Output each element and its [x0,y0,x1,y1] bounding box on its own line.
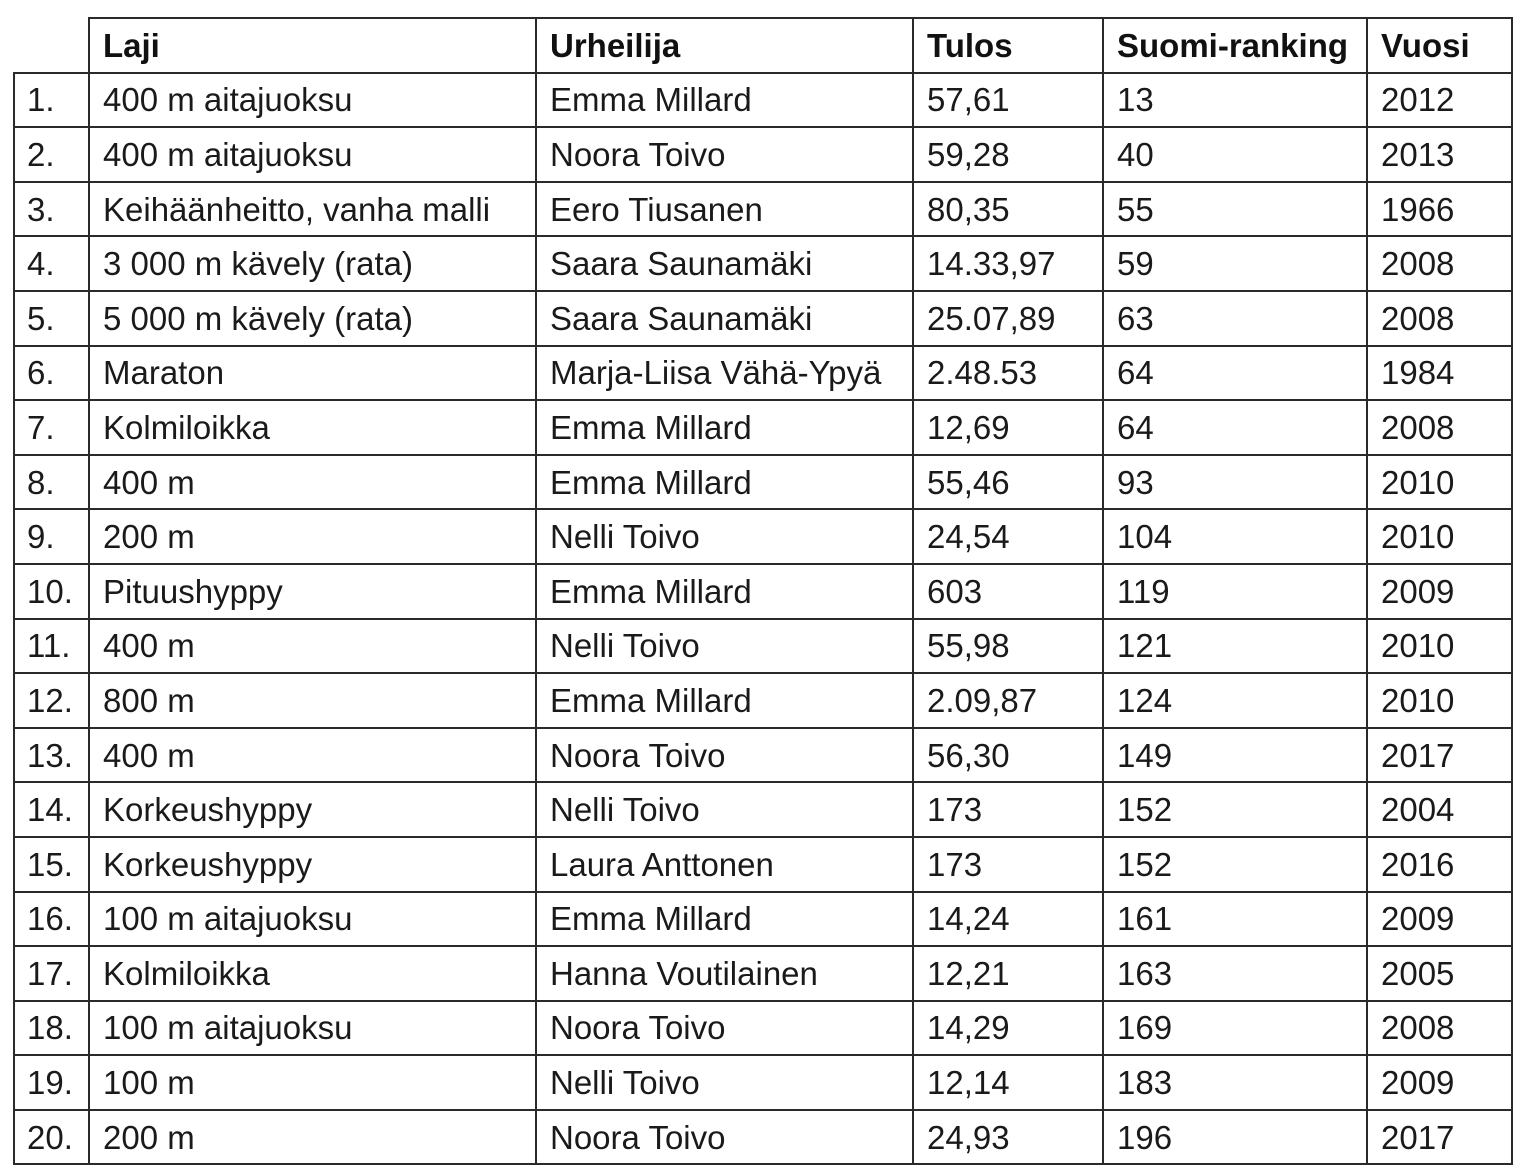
athlete-cell: Noora Toivo [536,127,913,182]
rank-cell: 8. [14,455,89,510]
table-row [14,127,1512,182]
finland-ranking-cell: 40 [1103,127,1367,182]
table-row [14,455,1512,510]
rank-cell: 17. [14,946,89,1001]
finland-ranking-cell: 163 [1103,946,1367,1001]
year-cell: 2008 [1367,400,1512,455]
result-cell: 12,69 [913,400,1103,455]
ranking-table [13,17,1513,1165]
athlete-cell: Emma Millard [536,892,913,947]
year-cell: 2013 [1367,127,1512,182]
year-cell: 2004 [1367,782,1512,837]
result-cell: 12,14 [913,1055,1103,1110]
result-cell: 55,98 [913,619,1103,674]
athlete-cell: Saara Saunamäki [536,291,913,346]
result-cell: 2.09,87 [913,673,1103,728]
header-finland-ranking: Suomi-ranking [1103,18,1367,73]
event-cell: 800 m [89,673,536,728]
event-cell: Kolmiloikka [89,946,536,1001]
event-cell: 400 m [89,455,536,510]
event-cell: 200 m [89,1110,536,1165]
finland-ranking-cell: 124 [1103,673,1367,728]
finland-ranking-cell: 152 [1103,837,1367,892]
athlete-cell: Nelli Toivo [536,619,913,674]
table-row [14,236,1512,291]
rank-cell: 14. [14,782,89,837]
rank-cell: 5. [14,291,89,346]
event-cell: 100 m [89,1055,536,1110]
table-row [14,892,1512,947]
year-cell: 2005 [1367,946,1512,1001]
rank-cell: 3. [14,182,89,237]
year-cell: 2010 [1367,673,1512,728]
finland-ranking-cell: 104 [1103,509,1367,564]
event-cell: Korkeushyppy [89,837,536,892]
event-cell: 200 m [89,509,536,564]
header-event: Laji [89,18,536,73]
result-cell: 14.33,97 [913,236,1103,291]
result-cell: 25.07,89 [913,291,1103,346]
table-row [14,291,1512,346]
header-year: Vuosi [1367,18,1512,73]
result-cell: 173 [913,782,1103,837]
rank-cell: 20. [14,1110,89,1165]
result-cell: 2.48.53 [913,346,1103,401]
result-cell: 57,61 [913,73,1103,128]
rank-cell: 7. [14,400,89,455]
table-row [14,1001,1512,1056]
table-body [14,73,1512,1165]
athlete-cell: Emma Millard [536,455,913,510]
athlete-cell: Hanna Voutilainen [536,946,913,1001]
event-cell: 400 m [89,728,536,783]
finland-ranking-cell: 169 [1103,1001,1367,1056]
header-athlete: Urheilija [536,18,913,73]
table-header [14,18,1512,73]
rank-cell: 15. [14,837,89,892]
header-row [14,18,1512,73]
athlete-cell: Nelli Toivo [536,1055,913,1110]
finland-ranking-cell: 64 [1103,346,1367,401]
event-cell: 400 m aitajuoksu [89,127,536,182]
finland-ranking-cell: 55 [1103,182,1367,237]
year-cell: 2008 [1367,1001,1512,1056]
finland-ranking-cell: 183 [1103,1055,1367,1110]
table-row [14,346,1512,401]
year-cell: 1966 [1367,182,1512,237]
athlete-cell: Nelli Toivo [536,782,913,837]
result-cell: 14,29 [913,1001,1103,1056]
year-cell: 2008 [1367,236,1512,291]
athlete-cell: Laura Anttonen [536,837,913,892]
athlete-cell: Marja-Liisa Vähä-Ypyä [536,346,913,401]
finland-ranking-cell: 152 [1103,782,1367,837]
table-row [14,1110,1512,1165]
rank-cell: 6. [14,346,89,401]
athlete-cell: Saara Saunamäki [536,236,913,291]
table-row [14,509,1512,564]
athlete-cell: Noora Toivo [536,1110,913,1165]
table-row [14,73,1512,128]
event-cell: 100 m aitajuoksu [89,892,536,947]
athlete-cell: Emma Millard [536,73,913,128]
rank-cell: 19. [14,1055,89,1110]
table-row [14,837,1512,892]
rank-cell: 12. [14,673,89,728]
athlete-cell: Eero Tiusanen [536,182,913,237]
rank-cell: 4. [14,236,89,291]
finland-ranking-cell: 161 [1103,892,1367,947]
rank-cell: 16. [14,892,89,947]
year-cell: 2009 [1367,892,1512,947]
event-cell: 5 000 m kävely (rata) [89,291,536,346]
result-cell: 59,28 [913,127,1103,182]
year-cell: 2012 [1367,73,1512,128]
result-cell: 24,54 [913,509,1103,564]
rank-cell: 10. [14,564,89,619]
result-cell: 12,21 [913,946,1103,1001]
result-cell: 173 [913,837,1103,892]
year-cell: 2010 [1367,619,1512,674]
table-row [14,182,1512,237]
finland-ranking-cell: 63 [1103,291,1367,346]
year-cell: 2010 [1367,455,1512,510]
table-row [14,400,1512,455]
athlete-cell: Emma Millard [536,673,913,728]
result-cell: 24,93 [913,1110,1103,1165]
athlete-cell: Nelli Toivo [536,509,913,564]
event-cell: 400 m [89,619,536,674]
table-row [14,619,1512,674]
athlete-cell: Noora Toivo [536,728,913,783]
header-rank [14,18,89,73]
result-cell: 56,30 [913,728,1103,783]
result-cell: 80,35 [913,182,1103,237]
rank-cell: 2. [14,127,89,182]
table-row [14,782,1512,837]
year-cell: 2010 [1367,509,1512,564]
result-cell: 603 [913,564,1103,619]
year-cell: 2016 [1367,837,1512,892]
event-cell: 3 000 m kävely (rata) [89,236,536,291]
table-row [14,673,1512,728]
athlete-cell: Noora Toivo [536,1001,913,1056]
event-cell: 100 m aitajuoksu [89,1001,536,1056]
year-cell: 2017 [1367,1110,1512,1165]
event-cell: 400 m aitajuoksu [89,73,536,128]
rank-cell: 13. [14,728,89,783]
athlete-cell: Emma Millard [536,400,913,455]
finland-ranking-cell: 196 [1103,1110,1367,1165]
rank-cell: 9. [14,509,89,564]
header-result: Tulos [913,18,1103,73]
event-cell: Korkeushyppy [89,782,536,837]
table-row [14,728,1512,783]
event-cell: Maraton [89,346,536,401]
rank-cell: 1. [14,73,89,128]
year-cell: 2009 [1367,564,1512,619]
year-cell: 2008 [1367,291,1512,346]
table-row [14,1055,1512,1110]
athlete-cell: Emma Millard [536,564,913,619]
finland-ranking-cell: 59 [1103,236,1367,291]
rank-cell: 18. [14,1001,89,1056]
event-cell: Keihäänheitto, vanha malli [89,182,536,237]
year-cell: 2017 [1367,728,1512,783]
year-cell: 1984 [1367,346,1512,401]
finland-ranking-cell: 93 [1103,455,1367,510]
table-row [14,564,1512,619]
result-cell: 55,46 [913,455,1103,510]
rank-cell: 11. [14,619,89,674]
finland-ranking-cell: 121 [1103,619,1367,674]
finland-ranking-cell: 119 [1103,564,1367,619]
finland-ranking-cell: 149 [1103,728,1367,783]
table-row [14,946,1512,1001]
event-cell: Pituushyppy [89,564,536,619]
result-cell: 14,24 [913,892,1103,947]
year-cell: 2009 [1367,1055,1512,1110]
finland-ranking-cell: 13 [1103,73,1367,128]
finland-ranking-cell: 64 [1103,400,1367,455]
event-cell: Kolmiloikka [89,400,536,455]
